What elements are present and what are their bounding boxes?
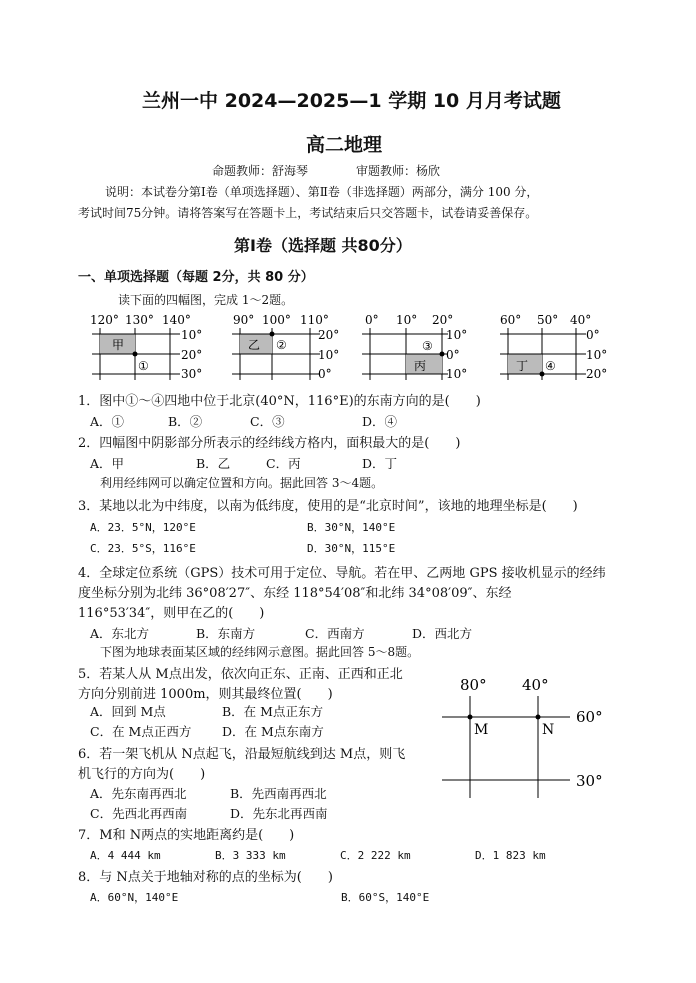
- question-4-line-2: 度坐标分别为北纬 36°08′27″、东经 118°54′08″和北纬 34°08′09″、东经: [78, 586, 512, 601]
- q1-option-b: B．②: [168, 414, 203, 429]
- q5-option-c: C．在 M点正西方: [90, 724, 192, 739]
- q5-option-d: D．在 M点东南方: [222, 724, 324, 739]
- grid-figure-2: [232, 313, 339, 381]
- q8-option-a: A．60°N，140°E: [90, 891, 179, 904]
- exam-note-line-1: 说明：本试卷分第Ⅰ卷（单项选择题）、第Ⅱ卷（非选择题）两部分，满分 100 分，: [105, 185, 539, 199]
- grid2-right-1: 10°: [318, 348, 340, 362]
- grid4-point-label: ④: [545, 359, 556, 373]
- exam-note-line-2: 考试时间75分钟。请将答案写在答题卡上，考试结束后只交答题卡，试卷请妥善保存。: [78, 206, 538, 220]
- intro-5-8: 下图为地球表面某区域的经纬网示意图。据此回答 5～8题。: [100, 645, 420, 659]
- q5-option-a: A．回到 M点: [90, 704, 166, 719]
- q1-option-a: A．①: [90, 414, 125, 429]
- q6-option-c: C．先西北再西南: [90, 806, 188, 821]
- mn-map-top-left: 80°: [460, 676, 487, 694]
- question-8: 8．与 N点关于地轴对称的点的坐标为( ): [78, 870, 333, 885]
- grid3-top-0: 0°: [365, 313, 379, 327]
- grid4-right-1: 10°: [586, 348, 608, 362]
- question-4-line-1: 4．全球定位系统（GPS）技术可用于定位、导航。若在甲、乙两地 GPS 接收机显示的经纬: [78, 566, 606, 581]
- intro-1-2: 读下面的四幅图，完成 1～2题。: [118, 293, 294, 307]
- grid1-shade-label: 甲: [112, 338, 125, 352]
- q2-option-d: D．丁: [362, 456, 398, 471]
- grid-figure-3: [362, 313, 467, 381]
- q3-option-d: D．30°N，115°E: [307, 542, 396, 555]
- exam-title: 兰州一中 2024—2025—1 学期 10 月月考试题: [142, 90, 561, 112]
- mn-map-right-top: 60°: [576, 708, 603, 726]
- grid4-top-2: 40°: [570, 313, 592, 327]
- q4-option-c: C．西南方: [305, 626, 365, 641]
- q6-option-b: B．先西南再西北: [230, 786, 327, 801]
- grid2-right-0: 20°: [318, 328, 340, 342]
- q2-option-b: B．乙: [196, 456, 231, 471]
- grid4-top-0: 60°: [500, 313, 522, 327]
- grid1-right-0: 10°: [181, 328, 203, 342]
- question-1: 1．图中①～④四地中位于北京(40°N，116°E)的东南方向的是( ): [78, 394, 481, 409]
- subject-title: 高二地理: [306, 134, 383, 156]
- grid4-right-2: 20°: [586, 367, 608, 381]
- grid3-right-2: 10°: [446, 367, 468, 381]
- q2-option-a: A．甲: [90, 456, 125, 471]
- grid2-top-2: 110°: [300, 313, 329, 327]
- q4-option-b: B．东南方: [196, 626, 256, 641]
- point-m-label: M: [474, 722, 489, 738]
- q3-option-c: C．23．5°S，116°E: [90, 542, 196, 555]
- q3-option-b: B．30°N，140°E: [307, 521, 396, 534]
- mn-map-right-bottom: 30°: [576, 772, 603, 790]
- question-5-line-2: 方向分别前进 1000m，则其最终位置( ): [78, 687, 333, 702]
- grid4-right-0: 0°: [586, 328, 600, 342]
- q2-option-c: C．丙: [266, 456, 301, 471]
- grid3-top-2: 20°: [432, 313, 454, 327]
- grid3-point-label: ③: [422, 339, 433, 353]
- grid3-shade-label: 丙: [414, 359, 427, 373]
- mn-map-top-right: 40°: [522, 676, 549, 694]
- q4-option-d: D．西北方: [412, 626, 473, 641]
- mn-latlong-map: [430, 670, 630, 810]
- grid3-right-1: 0°: [446, 348, 460, 362]
- teachers-line: 命题教师：舒海琴 审题教师：杨欣: [212, 164, 441, 178]
- grid3-top-1: 10°: [396, 313, 418, 327]
- q5-option-b: B．在 M点正东方: [222, 704, 323, 719]
- question-6-line-2: 机飞行的方向为( ): [78, 767, 206, 782]
- q1-option-d: D．④: [362, 414, 398, 429]
- grid-figure-4: [500, 313, 607, 381]
- grid4-shade-label: 丁: [516, 359, 529, 373]
- part-one-heading: 第Ⅰ卷（选择题 共80分）: [234, 236, 412, 255]
- q8-option-b: B．60°S，140°E: [341, 891, 430, 904]
- question-4-line-3: 116°53′34″，则甲在乙的( ): [78, 606, 265, 621]
- question-2: 2．四幅图中阴影部分所表示的经纬线方格内，面积最大的是( ): [78, 436, 461, 451]
- question-3: 3．某地以北为中纬度，以南为低纬度，使用的是“北京时间”，该地的地理坐标是( ): [78, 499, 578, 514]
- q6-option-a: A．先东南再西北: [90, 786, 187, 801]
- grid2-point-label: ②: [276, 338, 287, 352]
- q4-option-a: A．东北方: [90, 626, 150, 641]
- q7-option-d: D．1 823 km: [475, 849, 546, 862]
- four-grid-figures: [80, 312, 640, 382]
- grid2-right-2: 0°: [318, 367, 332, 381]
- q7-option-a: A．4 444 km: [90, 849, 161, 862]
- intro-3-4: 利用经纬网可以确定位置和方向。据此回答 3～4题。: [100, 476, 384, 490]
- point-n-label: N: [542, 722, 555, 738]
- question-6-line-1: 6．若一架飞机从 N点起飞，沿最短航线到达 M点，则飞: [78, 747, 406, 762]
- q3-option-a: A．23．5°N，120°E: [90, 521, 196, 534]
- q6-option-d: D．先东北再西南: [230, 806, 328, 821]
- grid4-top-1: 50°: [537, 313, 559, 327]
- grid3-right-0: 10°: [446, 328, 468, 342]
- grid2-top-1: 100°: [262, 313, 291, 327]
- q7-option-c: C．2 222 km: [340, 849, 411, 862]
- question-5-line-1: 5．若某人从 M点出发，依次向正东、正南、正西和正北: [78, 667, 403, 682]
- grid1-right-2: 30°: [181, 367, 203, 381]
- section-heading: 一、单项选择题（每题 2分，共 80 分）: [78, 270, 314, 285]
- grid2-shade-label: 乙: [248, 338, 261, 352]
- q1-option-c: C．③: [250, 414, 285, 429]
- grid1-top-1: 130°: [125, 313, 154, 327]
- grid1-right-1: 20°: [181, 348, 203, 362]
- grid1-top-2: 140°: [162, 313, 191, 327]
- grid1-point-label: ①: [138, 359, 149, 373]
- grid2-top-0: 90°: [233, 313, 255, 327]
- question-7: 7．M和 N两点的实地距离约是( ): [78, 828, 295, 843]
- q7-option-b: B．3 333 km: [215, 849, 286, 862]
- grid1-top-0: 120°: [90, 313, 119, 327]
- grid-figure-1: [90, 313, 202, 381]
